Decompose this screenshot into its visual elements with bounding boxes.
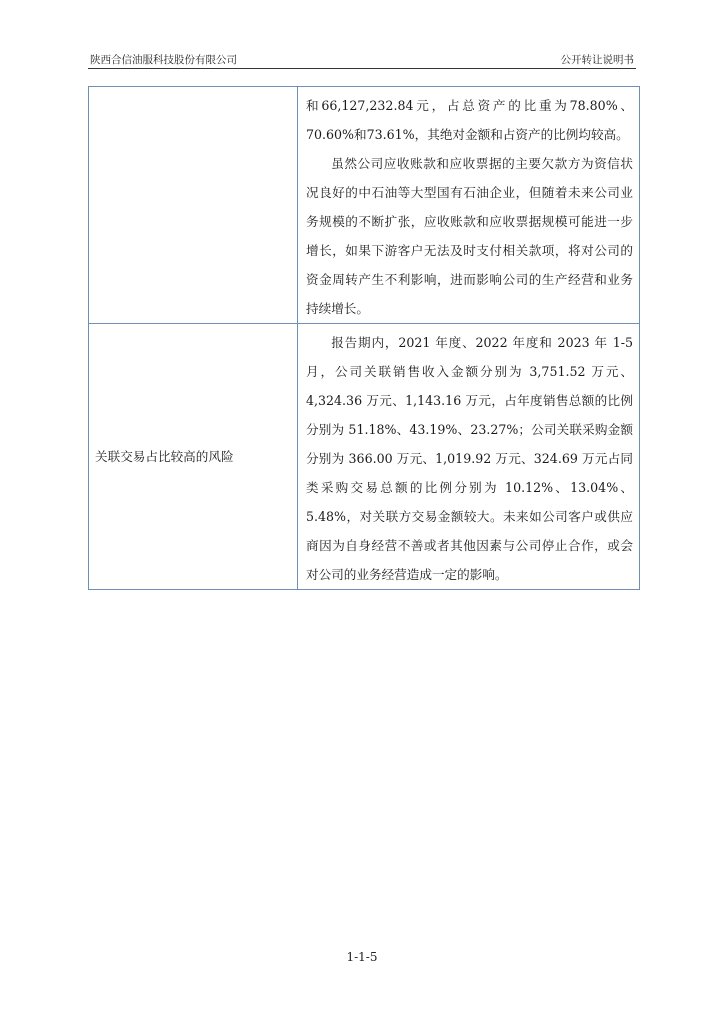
risk-description-cell xyxy=(298,324,640,590)
table-row xyxy=(89,87,640,324)
page-header xyxy=(88,52,636,69)
document-title: 公开转让说明书 xyxy=(560,54,634,66)
risk-paragraph: 虽然公司应收账款和应收票据的主要欠款方为资信状况良好的中石油等大型国有石油企业，但随着未来公司业务规模的不断扩张，应收账款和应收票据规模可能进一步增长，如果下游客户无法及时支付相关款项，将对公司的资金周转产生不利影响，进而影响公司的生产经营和业务持续增长。 xyxy=(306,156,633,316)
company-name: 陕西合信油服科技股份有限公司 xyxy=(90,54,237,66)
table-row xyxy=(89,324,640,590)
page-number: 1-1-5 xyxy=(346,950,378,964)
risk-name: 关联交易占比较高的风险 xyxy=(95,448,234,464)
risk-name-cell xyxy=(89,324,298,590)
risk-paragraph: 报告期内，2021 年度、2022 年度和 2023 年 1-5 月，公司关联销售收入金额分别为 3,751.52 万元、4,324.36 万元、1,143.16 万元，占年度销售总额的比例分别为 51.18%、43.19%、23.27%；公司关联采购金额分别为 366.00 万元、1,019.92 万元、324.69 万元占同类采购交易总额的比例分别为 10.12%、13.04%、5.48%，对关联方交易金额较大。未来如公司客户或供应商因为自身经营不善或者其他因素与公司停止合作，或会对公司的业务经营造成一定的影响。 xyxy=(306,335,633,582)
risk-paragraph: 和66,127,232.84元，占总资产的比重为78.80%、70.60%和73.61%，其绝对金额和占资产的比例均较高。 xyxy=(306,98,633,142)
risk-table xyxy=(88,86,640,590)
risk-description-cell xyxy=(298,87,640,324)
risk-name-cell xyxy=(89,87,298,324)
